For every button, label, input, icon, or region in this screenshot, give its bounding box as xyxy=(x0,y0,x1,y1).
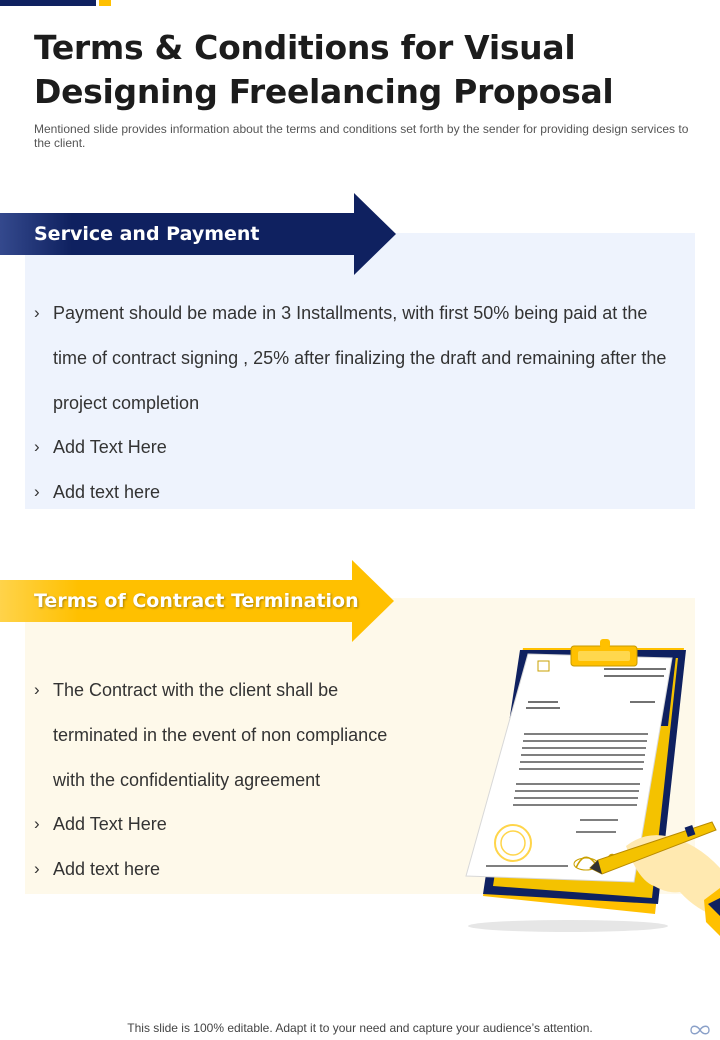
chevron-right-icon: › xyxy=(34,303,40,322)
list-item-text: Add Text Here xyxy=(53,814,167,835)
list-item xyxy=(34,668,424,802)
list-item-text: Add Text Here xyxy=(53,437,167,458)
list-item-text: The Contract with the client shall be terminated in the event of non compliance with the confidentiality agreement xyxy=(53,680,388,790)
clipboard-contract-signing-icon xyxy=(458,636,720,936)
list-item xyxy=(34,425,684,470)
footer-note: This slide is 100% editable. Adapt it to your need and capture your audience’s attention. xyxy=(127,1021,593,1035)
chevron-right-icon: › xyxy=(34,680,40,699)
list-item xyxy=(34,470,684,515)
page-title: Terms & Conditions for Visual Designing Freelancing Proposal xyxy=(34,28,614,111)
chevron-right-icon: › xyxy=(34,859,40,879)
chevron-right-icon: › xyxy=(34,482,40,502)
top-accent-bar-navy xyxy=(0,0,96,6)
service-payment-list xyxy=(34,291,684,515)
contract-termination-heading: Terms of Contract Termination xyxy=(34,590,359,612)
list-item xyxy=(34,847,424,892)
list-item-text: Add text here xyxy=(53,482,161,503)
list-item-text: Add text here xyxy=(53,859,161,880)
list-item xyxy=(34,291,684,425)
contract-termination-list xyxy=(34,668,424,892)
page-subtitle: Mentioned slide provides information about the terms and conditions set forth by the sender for providing design services to the client. xyxy=(34,122,689,150)
infinity-logo-icon xyxy=(688,1024,712,1036)
list-item-text: Payment should be made in 3 Installments, with first 50% being paid at the time of contract signing , 25% after finalizing the draft and remaining after the project completion xyxy=(53,303,667,413)
chevron-right-icon: › xyxy=(34,437,40,457)
list-item xyxy=(34,802,424,847)
service-payment-heading: Service and Payment xyxy=(34,223,260,245)
top-accent-bar-yellow xyxy=(99,0,111,6)
chevron-right-icon: › xyxy=(34,814,40,834)
